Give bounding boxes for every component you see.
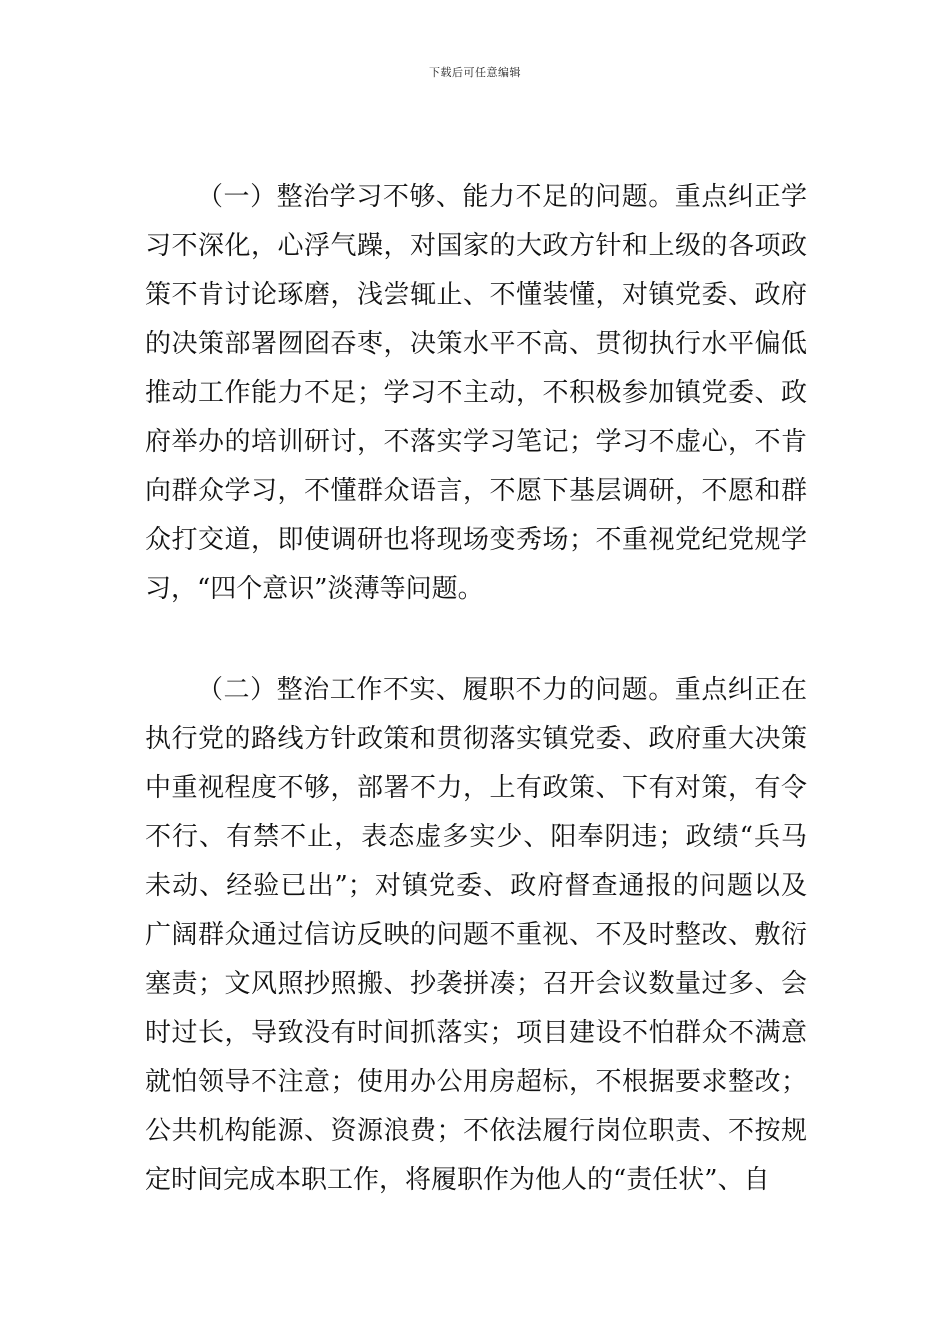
paragraph-2: （二）整治工作不实、履职不力的问题。重点纠正在执行党的路线方针政策和贯彻落实镇党委、政府重大决策中重视程度不够，部署不力，上有政策、下有对策，有令不行、有禁不止，表态虚多实少、阳奉阴违；政绩“兵马未动、经验已出”；对镇党委、政府督查通报的问题以及广阔群众通过信访反映的问题不重视、不及时整改、敷衍塞责；文风照抄照搬、抄袭拼凑；召开会议数量过多、会时过长，导致没有时间抓落实；项目建设不怕群众不满意就怕领导不注意；使用办公用房超标，不根据要求整改；公共机构能源、资源浪费；不依法履行岗位职责、不按规定时间完成本职工作，将履职作为他人的“责任状”、自 — [145, 675, 807, 1195]
paragraph-1: （一）整治学习不够、能力不足的问题。重点纠正学习不深化，心浮气躁，对国家的大政方针和上级的各项政策不肯讨论琢磨，浅尝辄止、不懂装懂，对镇党委、政府的决策部署囫囵吞枣，决策水平不高、贯彻执行水平偏低推动工作能力不足；学习不主动，不积极参加镇党委、政府举办的培训研讨，不落实学习笔记；学习不虚心，不肯向群众学习，不懂群众语言，不愿下基层调研，不愿和群众打交道，即使调研也将现场变秀场；不重视党纪党规学习，“四个意识”淡薄等问题。 — [145, 182, 807, 604]
page-header: 下载后可任意编辑 — [429, 66, 521, 79]
